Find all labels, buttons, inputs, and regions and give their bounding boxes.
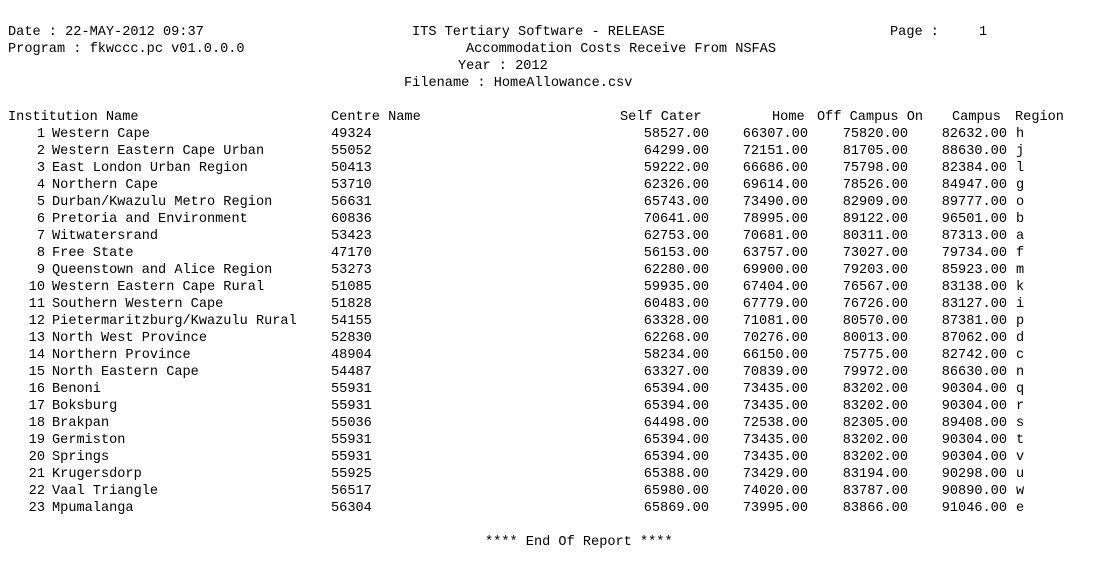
region-code: c bbox=[1016, 348, 1025, 363]
row-number: 10 bbox=[28, 280, 45, 295]
row-number: 7 bbox=[36, 229, 45, 244]
centre-name: 55931 bbox=[331, 382, 372, 397]
on-campus-cost: 82742.00 bbox=[941, 348, 1007, 363]
self-cater-cost: 63328.00 bbox=[643, 314, 709, 329]
row-number: 3 bbox=[36, 161, 45, 176]
off-campus-cost: 80013.00 bbox=[842, 331, 908, 346]
region-code: q bbox=[1016, 382, 1025, 397]
home-cost: 73429.00 bbox=[742, 467, 808, 482]
centre-name: 60836 bbox=[331, 212, 372, 227]
home-cost: 73435.00 bbox=[742, 382, 808, 397]
row-number: 8 bbox=[36, 246, 45, 261]
off-campus-cost: 79203.00 bbox=[842, 263, 908, 278]
table-row bbox=[0, 228, 1104, 245]
on-campus-cost: 90304.00 bbox=[941, 450, 1007, 465]
centre-name: 55931 bbox=[331, 399, 372, 414]
self-cater-cost: 64498.00 bbox=[643, 416, 709, 431]
off-campus-cost: 83202.00 bbox=[842, 450, 908, 465]
institution-name: Northern Province bbox=[52, 348, 191, 363]
off-campus-cost: 89122.00 bbox=[842, 212, 908, 227]
on-campus-cost: 90304.00 bbox=[941, 382, 1007, 397]
off-campus-cost: 75798.00 bbox=[842, 161, 908, 176]
region-code: i bbox=[1016, 297, 1025, 312]
off-campus-cost: 80311.00 bbox=[842, 229, 908, 244]
region-code: s bbox=[1016, 416, 1025, 431]
centre-name: 54487 bbox=[331, 365, 372, 380]
institution-name: Free State bbox=[52, 246, 134, 261]
self-cater-cost: 65869.00 bbox=[643, 501, 709, 516]
institution-name: Durban/Kwazulu Metro Region bbox=[52, 195, 273, 210]
institution-name: Vaal Triangle bbox=[52, 484, 159, 499]
institution-name: Western Eastern Cape Rural bbox=[52, 280, 265, 295]
on-campus-cost: 89777.00 bbox=[941, 195, 1007, 210]
on-campus-cost: 79734.00 bbox=[941, 246, 1007, 261]
row-number: 13 bbox=[28, 331, 45, 346]
home-cost: 67779.00 bbox=[742, 297, 808, 312]
institution-name: East London Urban Region bbox=[52, 161, 248, 176]
off-campus-cost: 83202.00 bbox=[842, 399, 908, 414]
off-campus-cost: 78526.00 bbox=[842, 178, 908, 193]
home-cost: 70839.00 bbox=[742, 365, 808, 380]
self-cater-cost: 65388.00 bbox=[643, 467, 709, 482]
self-cater-cost: 65394.00 bbox=[643, 433, 709, 448]
home-cost: 70681.00 bbox=[742, 229, 808, 244]
on-campus-cost: 85923.00 bbox=[941, 263, 1007, 278]
software-title: ITS Tertiary Software - RELEASE bbox=[412, 25, 665, 40]
region-code: k bbox=[1016, 280, 1025, 295]
centre-name: 47170 bbox=[331, 246, 372, 261]
on-campus-cost: 87062.00 bbox=[941, 331, 1007, 346]
centre-name: 53710 bbox=[331, 178, 372, 193]
region-code: t bbox=[1016, 433, 1025, 448]
region-code: n bbox=[1016, 365, 1025, 380]
on-campus-cost: 83127.00 bbox=[941, 297, 1007, 312]
row-number: 6 bbox=[36, 212, 45, 227]
home-cost: 71081.00 bbox=[742, 314, 808, 329]
table-row bbox=[0, 313, 1104, 330]
centre-name: 52830 bbox=[331, 331, 372, 346]
home-cost: 73435.00 bbox=[742, 450, 808, 465]
institution-name: Pietermaritzburg/Kwazulu Rural bbox=[52, 314, 297, 329]
row-number: 9 bbox=[36, 263, 45, 278]
institution-name: North Eastern Cape bbox=[52, 365, 199, 380]
row-number: 2 bbox=[36, 144, 45, 159]
region-code: d bbox=[1016, 331, 1025, 346]
centre-name: 54155 bbox=[331, 314, 372, 329]
centre-name: 56631 bbox=[331, 195, 372, 210]
home-cost: 66686.00 bbox=[742, 161, 808, 176]
table-row bbox=[0, 296, 1104, 313]
col-header-institution: Institution Name bbox=[8, 110, 139, 125]
region-code: r bbox=[1016, 399, 1025, 414]
on-campus-cost: 87313.00 bbox=[941, 229, 1007, 244]
home-cost: 73435.00 bbox=[742, 433, 808, 448]
table-row bbox=[0, 160, 1104, 177]
institution-name: Springs bbox=[52, 450, 110, 465]
on-campus-cost: 90304.00 bbox=[941, 433, 1007, 448]
row-number: 18 bbox=[28, 416, 45, 431]
table-row bbox=[0, 347, 1104, 364]
home-cost: 66150.00 bbox=[742, 348, 808, 363]
off-campus-cost: 82909.00 bbox=[842, 195, 908, 210]
home-cost: 73995.00 bbox=[742, 501, 808, 516]
on-campus-cost: 82384.00 bbox=[941, 161, 1007, 176]
institution-name: Queenstown and Alice Region bbox=[52, 263, 273, 278]
off-campus-cost: 75775.00 bbox=[842, 348, 908, 363]
self-cater-cost: 63327.00 bbox=[643, 365, 709, 380]
centre-name: 56304 bbox=[331, 501, 372, 516]
centre-name: 55931 bbox=[331, 433, 372, 448]
off-campus-cost: 83202.00 bbox=[842, 433, 908, 448]
row-number: 11 bbox=[28, 297, 45, 312]
report-filename: Filename : HomeAllowance.csv bbox=[404, 76, 633, 91]
region-code: p bbox=[1016, 314, 1025, 329]
centre-name: 55036 bbox=[331, 416, 372, 431]
on-campus-cost: 96501.00 bbox=[941, 212, 1007, 227]
institution-name: Mpumalanga bbox=[52, 501, 134, 516]
region-code: w bbox=[1016, 484, 1025, 499]
region-code: l bbox=[1016, 161, 1025, 176]
self-cater-cost: 58234.00 bbox=[643, 348, 709, 363]
self-cater-cost: 70641.00 bbox=[643, 212, 709, 227]
row-number: 19 bbox=[28, 433, 45, 448]
home-cost: 66307.00 bbox=[742, 127, 808, 142]
region-code: g bbox=[1016, 178, 1025, 193]
off-campus-cost: 83194.00 bbox=[842, 467, 908, 482]
table-row bbox=[0, 415, 1104, 432]
self-cater-cost: 59222.00 bbox=[643, 161, 709, 176]
centre-name: 55925 bbox=[331, 467, 372, 482]
row-number: 20 bbox=[28, 450, 45, 465]
region-code: j bbox=[1016, 144, 1025, 159]
region-code: h bbox=[1016, 127, 1025, 142]
on-campus-cost: 86630.00 bbox=[941, 365, 1007, 380]
off-campus-cost: 80570.00 bbox=[842, 314, 908, 329]
self-cater-cost: 62268.00 bbox=[643, 331, 709, 346]
on-campus-cost: 91046.00 bbox=[941, 501, 1007, 516]
home-cost: 69900.00 bbox=[742, 263, 808, 278]
off-campus-cost: 73027.00 bbox=[842, 246, 908, 261]
on-campus-cost: 87381.00 bbox=[941, 314, 1007, 329]
off-campus-cost: 79972.00 bbox=[842, 365, 908, 380]
self-cater-cost: 62280.00 bbox=[643, 263, 709, 278]
self-cater-cost: 65394.00 bbox=[643, 399, 709, 414]
row-number: 15 bbox=[28, 365, 45, 380]
home-cost: 67404.00 bbox=[742, 280, 808, 295]
off-campus-cost: 81705.00 bbox=[842, 144, 908, 159]
self-cater-cost: 58527.00 bbox=[643, 127, 709, 142]
region-code: f bbox=[1016, 246, 1025, 261]
row-number: 4 bbox=[36, 178, 45, 193]
home-cost: 69614.00 bbox=[742, 178, 808, 193]
on-campus-cost: 84947.00 bbox=[941, 178, 1007, 193]
col-header-campus: Campus bbox=[952, 110, 1001, 125]
table-row bbox=[0, 500, 1104, 517]
institution-name: North West Province bbox=[52, 331, 207, 346]
col-header-region: Region bbox=[1015, 110, 1064, 125]
region-code: a bbox=[1016, 229, 1025, 244]
self-cater-cost: 62326.00 bbox=[643, 178, 709, 193]
centre-name: 50413 bbox=[331, 161, 372, 176]
institution-name: Witwatersrand bbox=[52, 229, 159, 244]
home-cost: 63757.00 bbox=[742, 246, 808, 261]
region-code: v bbox=[1016, 450, 1025, 465]
institution-name: Western Eastern Cape Urban bbox=[52, 144, 265, 159]
institution-name: Western Cape bbox=[52, 127, 150, 142]
centre-name: 56517 bbox=[331, 484, 372, 499]
row-number: 1 bbox=[36, 127, 45, 142]
table-row bbox=[0, 279, 1104, 296]
off-campus-cost: 83787.00 bbox=[842, 484, 908, 499]
col-header-home: Home bbox=[772, 110, 805, 125]
row-number: 14 bbox=[28, 348, 45, 363]
on-campus-cost: 89408.00 bbox=[941, 416, 1007, 431]
table-row bbox=[0, 211, 1104, 228]
institution-name: Boksburg bbox=[52, 399, 118, 414]
home-cost: 73435.00 bbox=[742, 399, 808, 414]
off-campus-cost: 83202.00 bbox=[842, 382, 908, 397]
centre-name: 55931 bbox=[331, 450, 372, 465]
col-header-centre: Centre Name bbox=[331, 110, 421, 125]
page-label: Page : bbox=[890, 25, 939, 40]
on-campus-cost: 82632.00 bbox=[941, 127, 1007, 142]
report-title: Accommodation Costs Receive From NSFAS bbox=[466, 42, 776, 57]
centre-name: 48904 bbox=[331, 348, 372, 363]
row-number: 22 bbox=[28, 484, 45, 499]
off-campus-cost: 76726.00 bbox=[842, 297, 908, 312]
table-row bbox=[0, 126, 1104, 143]
institution-name: Brakpan bbox=[52, 416, 110, 431]
self-cater-cost: 60483.00 bbox=[643, 297, 709, 312]
institution-name: Southern Western Cape bbox=[52, 297, 224, 312]
report-year: Year : 2012 bbox=[458, 59, 548, 74]
self-cater-cost: 64299.00 bbox=[643, 144, 709, 159]
institution-name: Northern Cape bbox=[52, 178, 159, 193]
table-row bbox=[0, 330, 1104, 347]
table-row bbox=[0, 432, 1104, 449]
table-row bbox=[0, 262, 1104, 279]
table-row bbox=[0, 143, 1104, 160]
self-cater-cost: 59935.00 bbox=[643, 280, 709, 295]
table-row bbox=[0, 245, 1104, 262]
centre-name: 55052 bbox=[331, 144, 372, 159]
home-cost: 72538.00 bbox=[742, 416, 808, 431]
region-code: o bbox=[1016, 195, 1025, 210]
on-campus-cost: 90298.00 bbox=[941, 467, 1007, 482]
institution-name: Benoni bbox=[52, 382, 101, 397]
row-number: 23 bbox=[28, 501, 45, 516]
off-campus-cost: 76567.00 bbox=[842, 280, 908, 295]
home-cost: 74020.00 bbox=[742, 484, 808, 499]
off-campus-cost: 83866.00 bbox=[842, 501, 908, 516]
off-campus-cost: 75820.00 bbox=[842, 127, 908, 142]
table-row bbox=[0, 177, 1104, 194]
self-cater-cost: 65394.00 bbox=[643, 450, 709, 465]
off-campus-cost: 82305.00 bbox=[842, 416, 908, 431]
region-code: u bbox=[1016, 467, 1025, 482]
row-number: 5 bbox=[36, 195, 45, 210]
centre-name: 51085 bbox=[331, 280, 372, 295]
on-campus-cost: 90304.00 bbox=[941, 399, 1007, 414]
home-cost: 72151.00 bbox=[742, 144, 808, 159]
table-row bbox=[0, 364, 1104, 381]
program-name: Program : fkwccc.pc v01.0.0.0 bbox=[8, 42, 245, 57]
region-code: b bbox=[1016, 212, 1025, 227]
row-number: 21 bbox=[28, 467, 45, 482]
table-row bbox=[0, 483, 1104, 500]
col-header-off-campus-on: Off Campus On bbox=[817, 110, 924, 125]
self-cater-cost: 65980.00 bbox=[643, 484, 709, 499]
centre-name: 53423 bbox=[331, 229, 372, 244]
page-number: 1 bbox=[979, 25, 988, 40]
table-row bbox=[0, 398, 1104, 415]
row-number: 16 bbox=[28, 382, 45, 397]
table-row bbox=[0, 449, 1104, 466]
home-cost: 78995.00 bbox=[742, 212, 808, 227]
row-number: 17 bbox=[28, 399, 45, 414]
home-cost: 73490.00 bbox=[742, 195, 808, 210]
table-row bbox=[0, 466, 1104, 483]
report-date: Date : 22-MAY-2012 09:37 bbox=[8, 25, 204, 40]
self-cater-cost: 62753.00 bbox=[643, 229, 709, 244]
row-number: 12 bbox=[28, 314, 45, 329]
institution-name: Pretoria and Environment bbox=[52, 212, 248, 227]
home-cost: 70276.00 bbox=[742, 331, 808, 346]
self-cater-cost: 65743.00 bbox=[643, 195, 709, 210]
end-of-report: **** End Of Report **** bbox=[485, 535, 673, 550]
self-cater-cost: 56153.00 bbox=[643, 246, 709, 261]
centre-name: 53273 bbox=[331, 263, 372, 278]
region-code: e bbox=[1016, 501, 1025, 516]
col-header-self-cater: Self Cater bbox=[620, 110, 702, 125]
on-campus-cost: 90890.00 bbox=[941, 484, 1007, 499]
table-row bbox=[0, 194, 1104, 211]
on-campus-cost: 83138.00 bbox=[941, 280, 1007, 295]
table-row bbox=[0, 381, 1104, 398]
on-campus-cost: 88630.00 bbox=[941, 144, 1007, 159]
centre-name: 49324 bbox=[331, 127, 372, 142]
region-code: m bbox=[1016, 263, 1025, 278]
self-cater-cost: 65394.00 bbox=[643, 382, 709, 397]
institution-name: Germiston bbox=[52, 433, 126, 448]
centre-name: 51828 bbox=[331, 297, 372, 312]
institution-name: Krugersdorp bbox=[52, 467, 142, 482]
